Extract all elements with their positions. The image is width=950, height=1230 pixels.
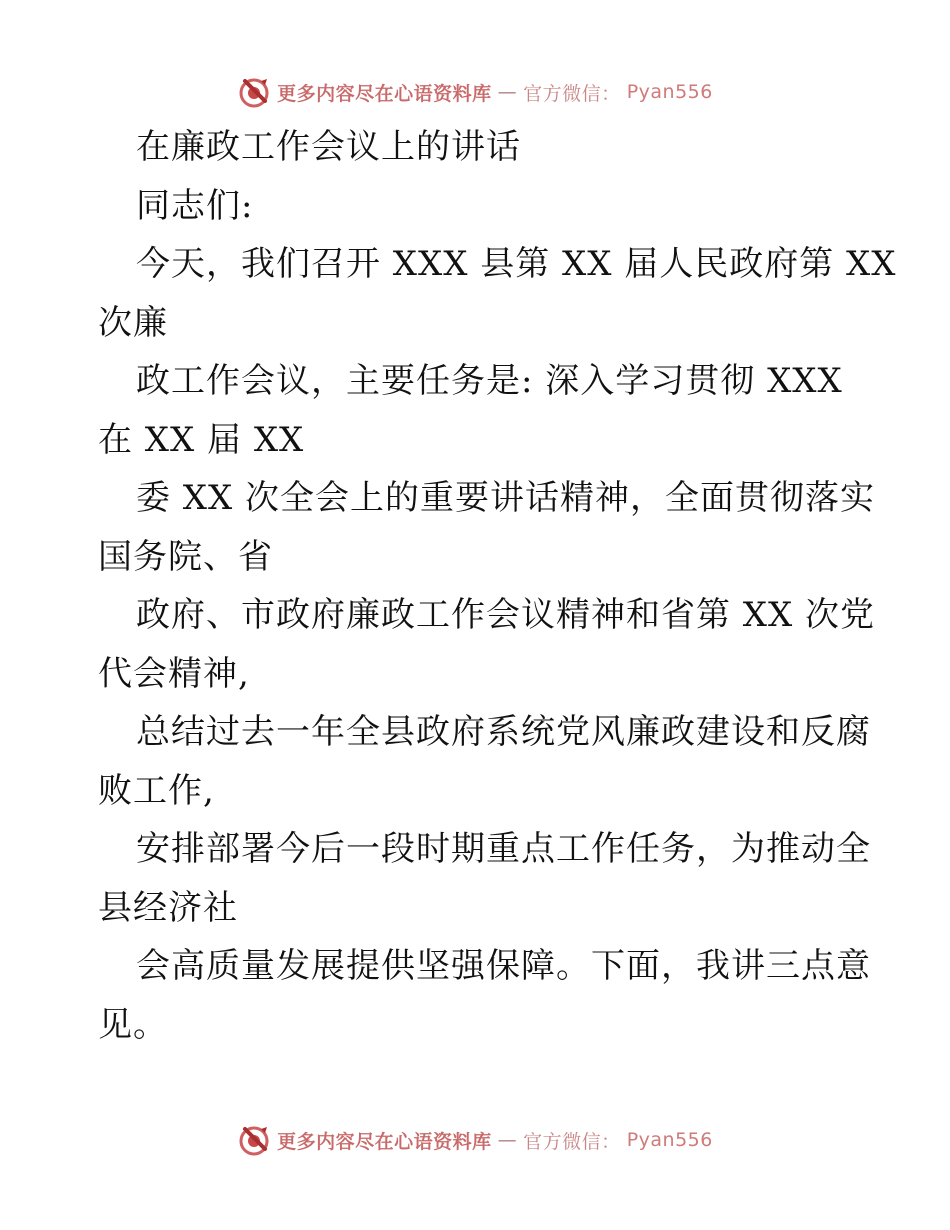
watermark-main-text: 更多内容尽在心语资料库 [277,82,492,105]
document-line: 败工作, [98,770,215,811]
document-title: 在廉政工作会议上的讲话 [136,127,521,167]
watermark-logo-icon [237,75,271,109]
header-watermark [0,72,950,112]
footer-watermark [0,1120,950,1160]
document-line: 国务院、省 [98,536,273,577]
document-line: 同志们: [136,185,254,226]
watermark-label: 官方微信： [523,82,621,105]
document-line: 见。 [98,1004,168,1045]
document-line: 县经济社 [98,887,238,928]
watermark-logo-icon [237,1123,271,1157]
document-line: 会高质量发展提供坚强保障。下面，我讲三点意 [136,946,871,986]
document-body [98,118,897,1054]
document-line: 在 XX 届 XX [98,419,305,460]
document-line: 次廉 [98,302,168,343]
document-line: 政府、市政府廉政工作会议精神和省第 XX 次党 [136,595,876,635]
document-line: 安排部署今后一段时期重点工作任务，为推动全 [136,829,871,869]
watermark-dash: — [497,1129,518,1151]
watermark-id: Pyan556 [626,81,713,103]
watermark-id: Pyan556 [626,1129,713,1151]
watermark-label: 官方微信： [523,1130,621,1153]
document-line: 总结过去一年全县政府系统党风廉政建设和反腐 [136,712,871,752]
document-line: 今天，我们召开 XXX 县第 XX 届人民政府第 XX [136,244,897,284]
watermark-main-text: 更多内容尽在心语资料库 [277,1130,492,1153]
document-line: 代会精神, [98,653,250,694]
document-line: 委 XX 次全会上的重要讲话精神，全面贯彻落实 [136,478,876,518]
document-line: 政工作会议，主要任务是: 深入学习贯彻 XXX [136,361,843,401]
watermark-dash: — [497,81,518,103]
